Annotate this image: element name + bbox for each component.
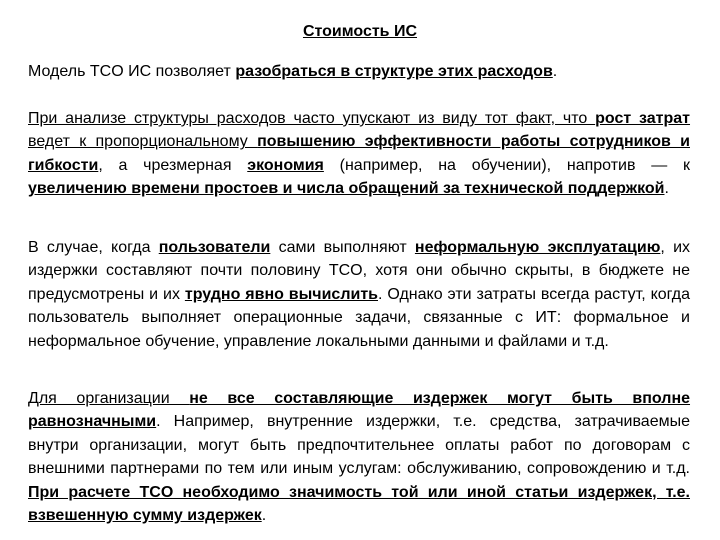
paragraph-tco-model — [28, 60, 690, 83]
p3-text-1: В случае, когда — [28, 239, 159, 256]
p4-text-3: . — [261, 507, 267, 525]
p2-text-3: , а чрезмерная — [98, 156, 248, 174]
paragraph-users — [28, 236, 690, 353]
p1-text-2: . — [552, 63, 558, 80]
p2-emphasis-economy: экономия — [247, 156, 324, 174]
p3-text-4: . Однако эти затраты всегда растут, когда пользователь выполняет операционные задачи, связанные с ИТ: формальное и неформальное обучение, управление локальными данными и файлами и т.д. — [28, 285, 691, 350]
p2-text-5: . — [664, 180, 669, 198]
p2-text-4: (например, на обучении), напротив — к — [323, 156, 691, 174]
paragraph-cost-analysis — [28, 107, 690, 201]
p4-text-1: Для организации — [28, 390, 190, 407]
p2-emphasis-efficiency: повышению эффективности работы сотрудников и гибкости — [28, 133, 690, 174]
paragraph-organization — [28, 387, 690, 527]
p3-emphasis-users: пользователи — [158, 239, 271, 256]
p2-emphasis-downtime: увеличению времени простоев и числа обращений за технической поддержкой — [28, 180, 665, 198]
p4-text-2: . Например, внутренние издержки, т.е. средства, затрачиваемые внутри организации, могут быть предпочтительнее оплаты работ по договорам с внешними партнерами по тем или иным услугам: обслуживанию, сопровождению и т.д. — [28, 413, 690, 478]
p1-text-1: Модель TCO ИС позволяет — [28, 63, 236, 80]
p2-text-2: ведет к пропорциональному — [28, 133, 258, 151]
p1-emphasis: разобраться в структуре этих расходов — [235, 63, 553, 80]
p3-emphasis-informal: неформальную эксплуатацию — [414, 239, 661, 256]
p3-text-2: сами выполняют — [270, 239, 415, 256]
p2-emphasis-cost-growth: рост затрат — [595, 110, 691, 127]
p2-text-1: При анализе структуры расходов часто упускают из виду тот факт, что — [28, 110, 596, 127]
p4-emphasis-weighted-sum: При расчете TCO необходимо значимость той или иной статьи издержек, т.е. взвешенную сумму издержек — [28, 483, 690, 525]
p3-text-3: , их издержки составляют почти половину TCO, хотя они обычно скрыты, в бюджете не предусмотрены и их — [28, 239, 691, 303]
p4-emphasis-not-equal: не все составляющие издержек могут быть вполне равнозначными — [28, 390, 691, 431]
slide-title: Стоимость ИС — [302, 23, 418, 40]
p3-emphasis-hard-to-compute: трудно явно вычислить — [184, 285, 378, 303]
